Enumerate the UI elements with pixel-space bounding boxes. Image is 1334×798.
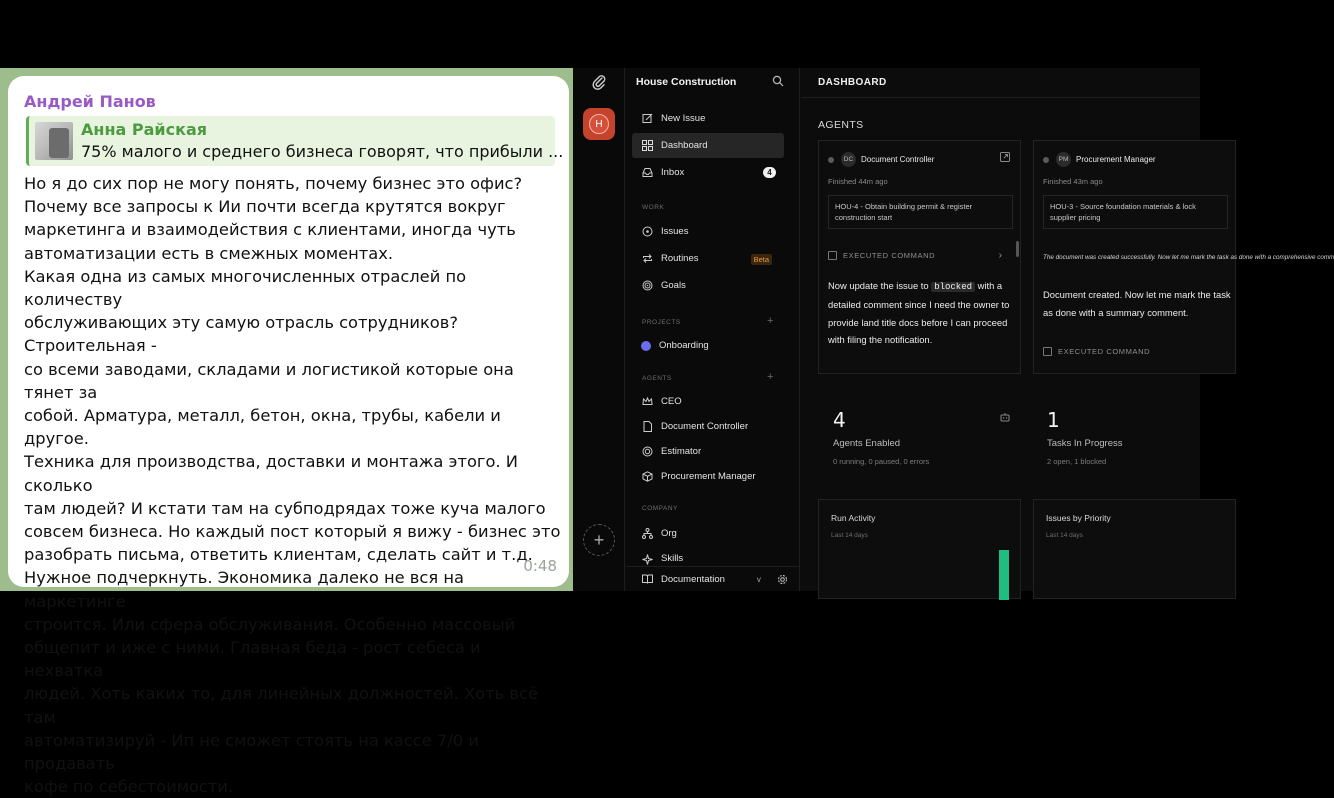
message-time: 0:48 [523,557,557,575]
activity-bar[interactable] [999,550,1009,600]
reply-thumbnail [35,122,73,160]
agent-status-dot [828,157,834,163]
message-text: Но я до сих пор не могу понять, почему бизнес это офис? Почему все запросы к Ии почти всегда крутятся вокруг маркетинга и взаимодействия с клиентами, иногда чуть автоматизации есть в смежных моментах. Какая одна из самых многочисленных отраслей по количеству обслуживающих эту самую отрасль сотрудников? Строительная - со всеми заводами, складами и логистикой которые она тянет за собой. Арматура, металл, бетон, окна, трубы, кабели и другое. Техника для производства, доставки и монтажа этого. И сколько там людей? И кстати там на субподрядах тоже куча малого совсем бизнеса. Но каждый пост который я вижу - бизнес это разобрать письма, ответить клиентам, сделать сайт и т.д. Нужное подчеркнуть. Экономика далеко не вся на маркетинге строится. Или сфера обслуживания. Особенно массовый общепит и иже с ними. Главная беда - рост себеса и нехватка людей. Хоть каких то, для линейных должностей. Хоть всё там автоматизируй - Ип не сможет стоять на кассе 7/0 и продавать кофе по себестоимости. [24,174,561,797]
paperclip-icon[interactable] [591,74,607,90]
sidebar-item-onboarding[interactable] [632,333,784,358]
inbox-icon [641,167,653,179]
app-window [573,68,1334,591]
add-project-icon[interactable]: + [767,315,774,327]
sidebar-item-label: Procurement Manager [661,471,756,482]
file-icon [641,421,653,433]
sidebar-item-label: New Issue [661,113,706,124]
reply-quote[interactable] [26,116,564,166]
sidebar-item-routines[interactable] [632,246,784,271]
agent-card-document-controller[interactable] [818,140,1021,374]
bot-icon [1000,412,1010,422]
agent-name[interactable]: Procurement Manager [1076,155,1156,164]
section-label-agents: AGENTS [642,375,672,382]
agent-issue-link[interactable]: HOU-4 - Obtain building permit & register construction start [828,195,1013,229]
agent-card-procurement-manager[interactable] [1033,140,1334,374]
agent-transcript-italic: The document was created successfully. Now let me mark the task as done with a comprehensive comm [1043,254,1334,261]
section-label-company: COMPANY [642,505,678,512]
dashboard-main [801,68,1334,591]
beta-badge: Beta [751,254,772,265]
executed-command-header[interactable] [828,251,935,260]
chart-title: Issues by Priority [1046,513,1111,523]
sidebar-item-document-controller[interactable] [632,414,784,439]
reply-author: Анна Райская [81,120,208,139]
agent-finished-time: Finished 43m ago [1043,177,1103,186]
stat-subtext: 0 running, 0 paused, 0 errors [833,457,930,466]
executed-command-header[interactable] [1043,347,1150,356]
sidebar-item-label: Estimator [661,446,702,457]
reply-text: 75% малого и среднего бизнеса говорят, что прибыли ... [81,142,564,161]
company-rail [573,68,625,591]
documentation-chevron[interactable]: v [756,574,761,584]
sidebar-item-label: Routines [661,253,699,264]
stat-subtext: 2 open, 1 blocked [1047,457,1107,466]
chart-title: Run Activity [831,513,876,523]
book-icon [642,574,653,584]
sidebar-item-inbox[interactable] [632,160,784,185]
sidebar-item-label: Dashboard [661,140,708,151]
sidebar-item-label: Document Controller [661,421,749,432]
stat-label: Agents Enabled [833,438,901,449]
edit-icon [641,113,653,125]
dashboard-icon [641,140,653,152]
company-name[interactable]: House Construction [636,76,737,88]
sidebar [626,68,800,591]
telegram-chat-pane [0,68,573,797]
agent-initials: DC [841,152,856,167]
executed-command-label: EXECUTED COMMAND [843,251,936,260]
transcript-segment: with a detailed comment since I need the owner to provide land title docs before I can proceed with filing the notification. [828,280,1010,346]
agent-initials: PM [1056,152,1071,167]
agent-name[interactable]: Document Controller [861,155,935,164]
sidebar-item-new-issue[interactable] [632,106,784,131]
gear-icon[interactable] [777,574,788,585]
company-avatar[interactable] [583,108,615,140]
main-header [801,68,1200,98]
terminal-icon [828,251,837,260]
issues-icon [641,226,653,238]
sidebar-item-ceo[interactable] [632,389,784,414]
project-color-dot [641,341,651,351]
agent-transcript-text [828,277,1013,349]
sidebar-item-issues[interactable] [632,219,784,244]
stat-value: 4 [833,408,846,432]
stat-label: Tasks In Progress [1047,438,1123,449]
sidebar-item-estimator[interactable] [632,439,784,464]
repeat-icon [641,253,653,265]
message-sender[interactable]: Андрей Панов [24,92,156,111]
sidebar-item-label: Onboarding [659,340,709,351]
executed-command-label: EXECUTED COMMAND [1058,347,1151,356]
chart-subtitle: Last 14 days [1046,532,1083,539]
sidebar-item-goals[interactable] [632,273,784,298]
documentation-link[interactable]: Documentation [661,573,725,585]
sidebar-item-org[interactable] [632,521,784,546]
external-link-icon[interactable] [1000,152,1010,162]
chevron-right-icon[interactable]: › [998,250,1002,261]
target-icon [641,446,653,458]
agents-section-title: AGENTS [818,119,864,131]
status-code-chip: blocked [931,282,975,292]
stat-tasks-in-progress[interactable] [1047,408,1123,466]
chart-subtitle: Last 14 days [831,532,868,539]
inbox-count-badge: 4 [763,167,776,178]
chart-card-run-activity[interactable] [818,499,1021,599]
crown-icon [641,396,653,408]
add-agent-icon[interactable]: + [767,371,774,383]
sidebar-item-procurement-manager[interactable] [632,464,784,489]
terminal-icon [1043,347,1052,356]
add-company-button[interactable]: + [583,524,615,556]
sidebar-item-label: CEO [661,396,682,407]
sidebar-item-label: Issues [661,226,689,237]
transcript-segment: Now update the issue to [828,280,932,291]
agent-issue-link[interactable]: HOU-3 - Source foundation materials & lock supplier pricing [1043,195,1228,229]
sparkle-icon [641,553,653,565]
target-icon [641,280,653,292]
chart-card-issues-by-priority[interactable] [1033,499,1236,599]
package-icon [641,471,653,483]
section-label-work: WORK [642,204,665,211]
org-chart-icon [641,528,653,540]
company-avatar-letter: H [589,114,609,134]
agent-transcript-text: Document created. Now let me mark the task as done with a summary comment. [1043,289,1231,318]
sidebar-item-label: Org [661,528,677,539]
sidebar-item-skills[interactable] [632,547,784,566]
stat-agents-enabled[interactable] [833,408,929,466]
message-bubble[interactable] [8,76,569,797]
sidebar-item-label: Inbox [661,167,685,178]
page-title: DASHBOARD [818,77,887,88]
stat-value: 1 [1047,408,1060,432]
section-label-projects: PROJECTS [642,319,681,326]
search-icon[interactable] [772,75,784,87]
card-scrollbar[interactable] [1016,241,1019,257]
agent-finished-time: Finished 44m ago [828,177,888,186]
sidebar-footer [626,566,800,591]
sidebar-item-label: Goals [661,280,686,291]
sidebar-item-label: Skills [661,553,684,564]
agent-status-dot [1043,157,1049,163]
sidebar-item-dashboard[interactable] [632,133,784,158]
